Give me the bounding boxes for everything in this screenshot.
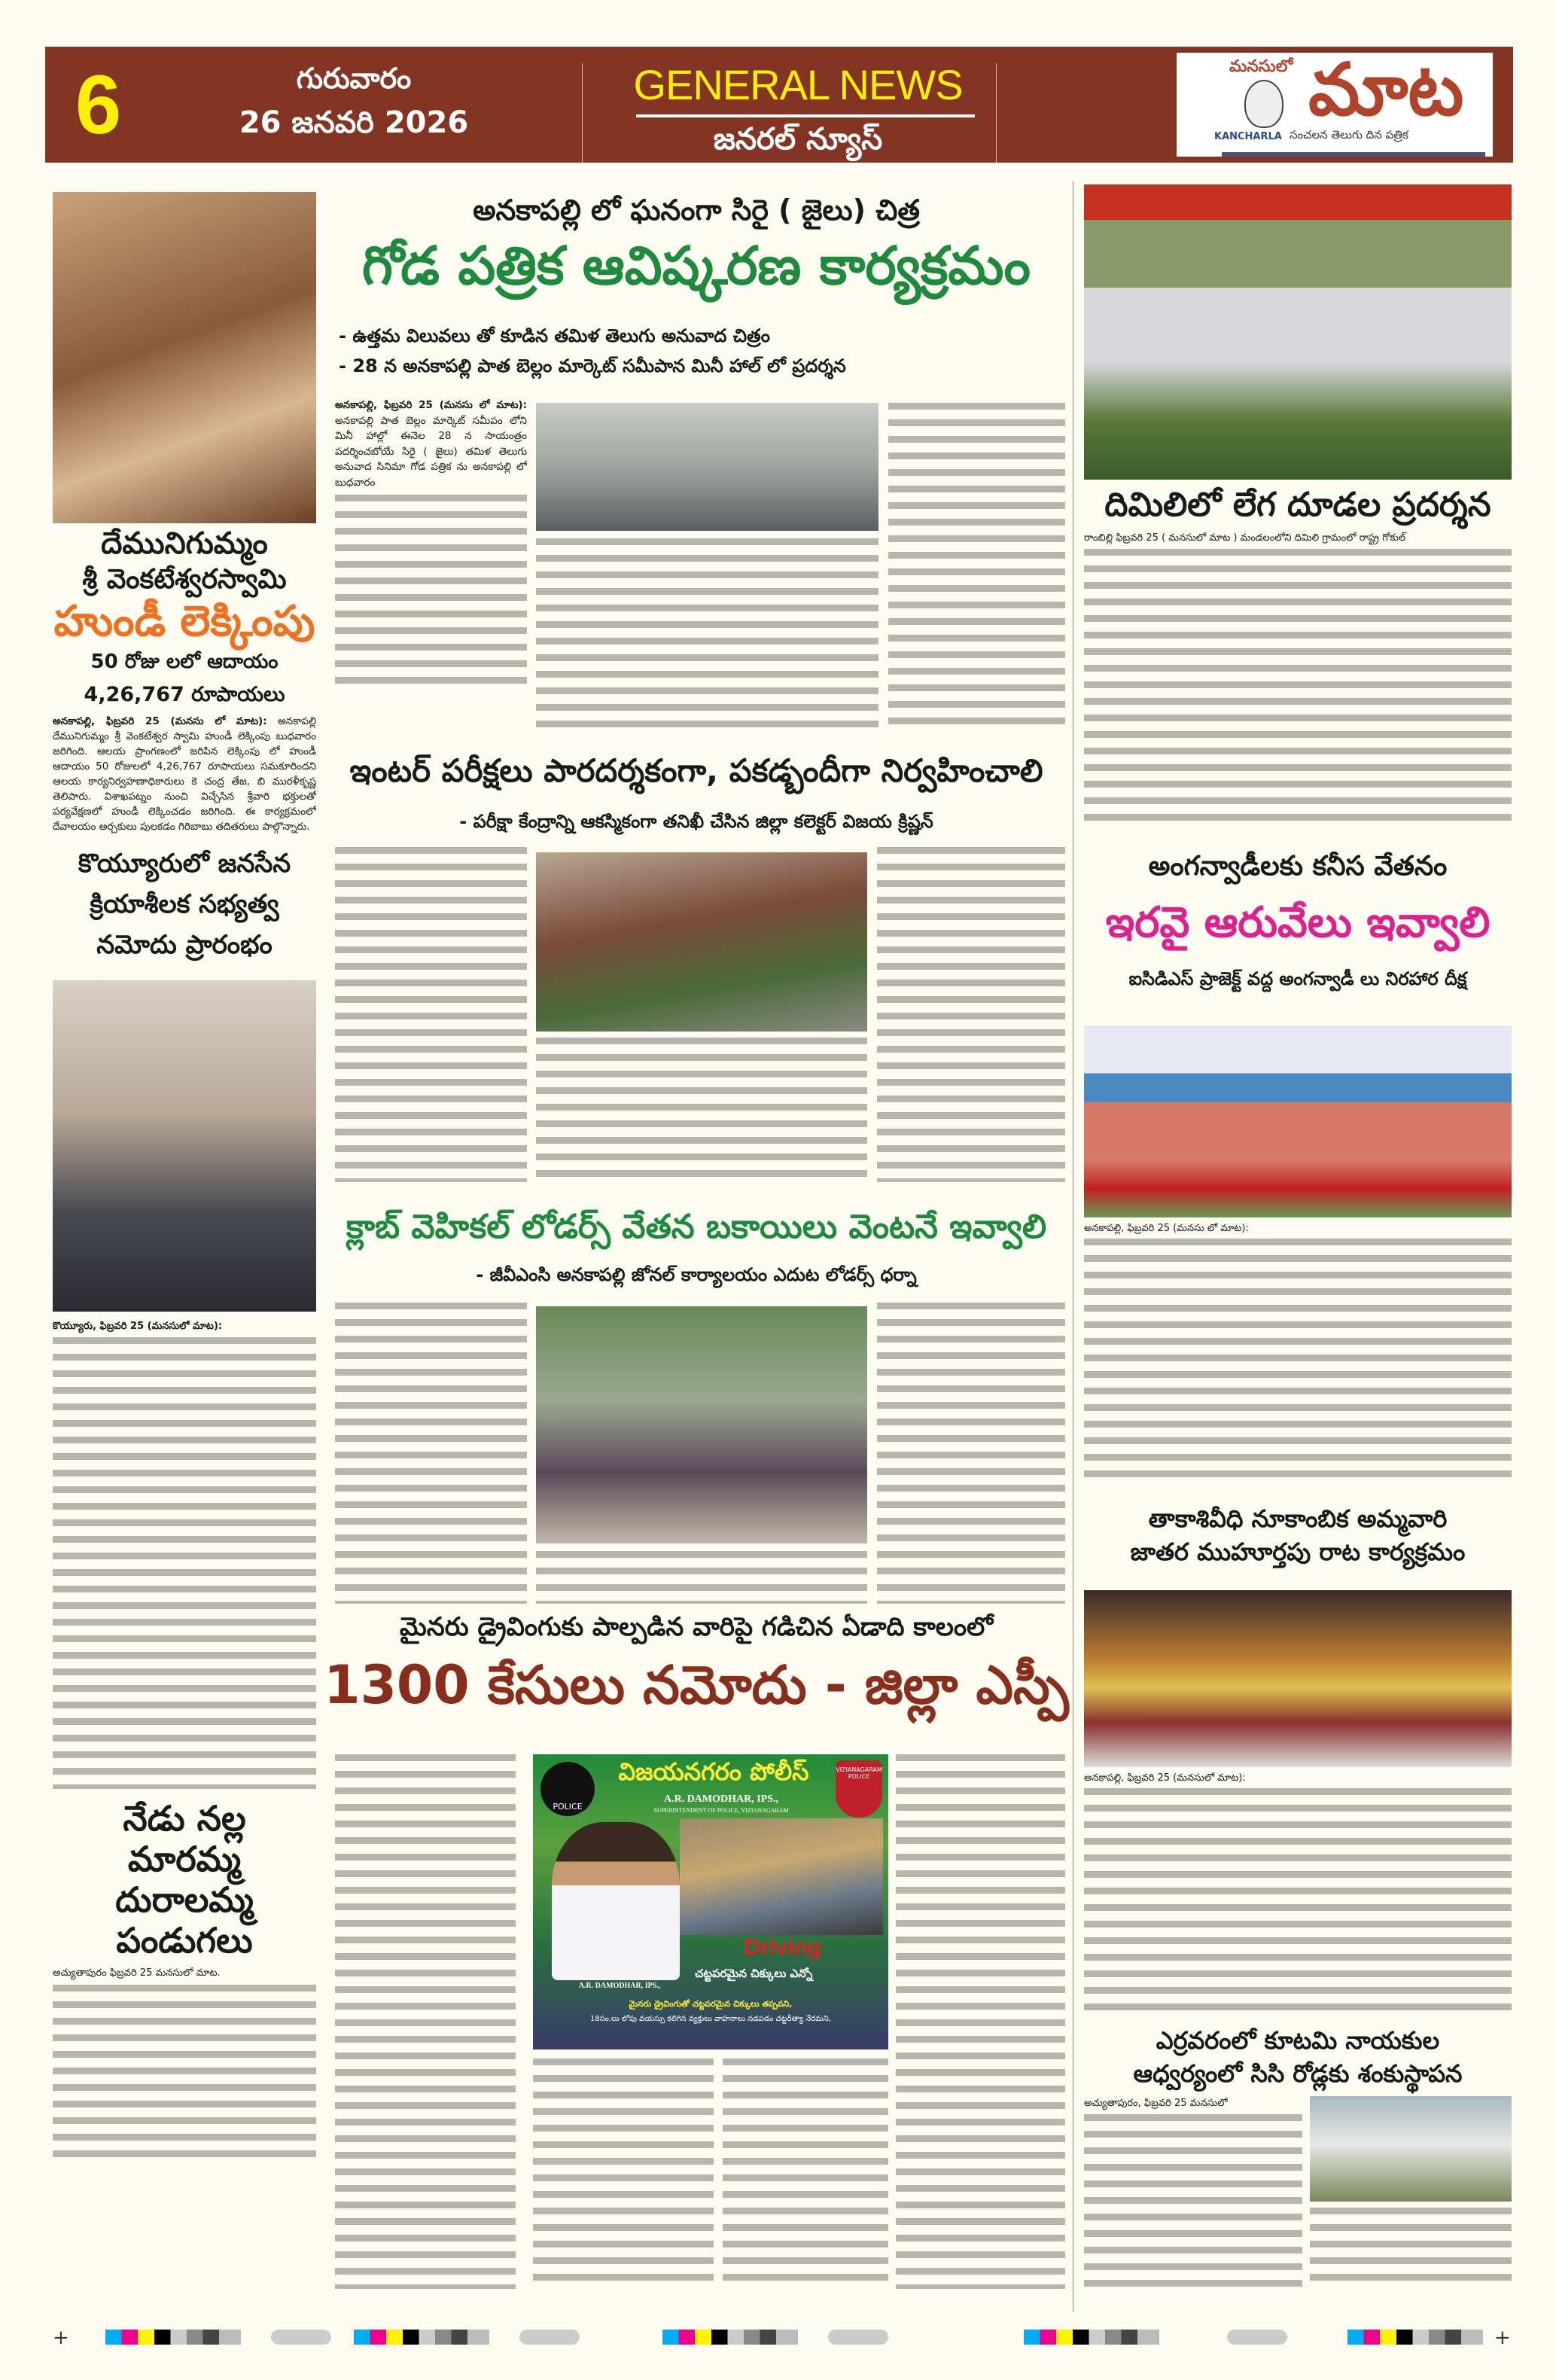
left-column bbox=[53, 192, 316, 2323]
article-dateline: అచ్యుతాపురం, ఫిబ్రవరి 25 మనసులో bbox=[1084, 2098, 1228, 2109]
gray-bar bbox=[828, 2330, 888, 2345]
article-text-block bbox=[888, 403, 1065, 734]
color-bar bbox=[354, 2330, 489, 2345]
article-kicker: మైనరు డ్రైవింగుకు పాల్పడిన వారిపై గడిచిన ఏడాది కాలంలో bbox=[399, 1612, 994, 1642]
article-body: అనకాపల్లి, ఫిబ్రవరి 25 (మనసు లో మాట): అనకాపల్లి పాత బెల్లం మార్కెట్ సమీపం లోని మినీ హాల్లో ఈనెల 28 న సాయంత్రం పదర్శించబోయే సిరై ( జైలు) తమిళ తెలుగు అనువాద సినిమా గోడ పత్రిక ను అనకాపల్లి లో బుధవారం bbox=[335, 399, 527, 489]
vizianagaram-police-badge-icon: VIZIANAGARAM POLICE bbox=[836, 1760, 882, 1818]
article-headline: తాకాశివీధి నూకాంబిక అమ్మవారి జాతర ముహూర్తపు రాట కార్యక్రమం bbox=[1130, 1504, 1466, 1566]
article-bullet: - 28 న అనకాపల్లి పాత బెల్లం మార్కెట్ సమీపాన మినీ హాల్ లో ప్రదర్శన bbox=[339, 355, 846, 376]
article-text-block bbox=[1084, 1239, 1512, 1487]
article-headline: క్లాబ్ వెహికల్ లోడర్స్ వేతన బకాయిలు వెంటనే ఇవ్వాలి bbox=[346, 1208, 1047, 1246]
article-text-block bbox=[1310, 2208, 1512, 2289]
article-text-block bbox=[335, 495, 527, 690]
article-headline: దిమిలిలో లేగ దూడల ప్రదర్శన bbox=[1104, 486, 1491, 524]
gray-bar bbox=[1227, 2330, 1287, 2345]
article-headline: నేడు నల్ల మారమ్మ దురాలమ్మ పండుగలు bbox=[115, 1797, 254, 1961]
divider bbox=[996, 63, 997, 163]
article-text-block bbox=[536, 1551, 867, 1604]
article-headline: ఇరవై ఆరువేలు ఇవ్వాలి bbox=[1105, 898, 1491, 947]
article-text-block bbox=[533, 2059, 714, 2289]
registration-mark-icon: + bbox=[53, 2327, 69, 2349]
janasena-photo bbox=[53, 980, 316, 1312]
article-kicker: శ్రీ వెంకటేశ్వరస్వామి bbox=[82, 564, 287, 595]
gray-bar bbox=[271, 2330, 331, 2345]
article-body: రాంబిల్లి ఫిబ్రవరి 25 ( మనసులో మాట ) మండలంలోని దిమిలి గ్రామంలో రాష్ట్ర గోకుల్ bbox=[1084, 532, 1406, 544]
color-bar bbox=[662, 2330, 798, 2345]
article-kicker: దేమునిగుమ్మం bbox=[101, 526, 268, 561]
poster-launch-photo bbox=[536, 403, 878, 531]
road-foundation-photo bbox=[1310, 2096, 1512, 2202]
article-subhead: 4,26,767 రూపాయలు bbox=[84, 682, 285, 706]
article-kicker: అంగన్వాడీలకు కనీస వేతనం bbox=[1148, 851, 1448, 882]
color-bar bbox=[1024, 2330, 1159, 2345]
portrait-icon bbox=[1244, 80, 1283, 128]
article-text-block bbox=[536, 538, 878, 734]
article-headline: ఇంటర్ పరీక్షలు పారదర్శకంగా, పకడ్బందీగా నిర్వహించాలి bbox=[349, 752, 1043, 789]
divider bbox=[582, 63, 583, 163]
article-text-block bbox=[53, 1337, 316, 1789]
article-kicker: అనకాపల్లి లో ఘనంగా సిరై ( జైలు) చిత్ర bbox=[473, 194, 920, 227]
article-subhead: - పరీక్షా కేంద్రాన్ని ఆకస్మికంగా తనిఖీ చేసిన జిల్లా కలెక్టర్ విజయ క్రిష్ణన్ bbox=[459, 811, 933, 832]
article-dateline: అనకాపల్లి, ఫిబ్రవరి 25 (మనసు లో మాట): bbox=[1084, 1223, 1249, 1234]
calf-show-photo bbox=[1084, 184, 1512, 480]
temple-ritual-photo bbox=[1084, 1590, 1512, 1767]
article-dateline: అచ్యుతాపురం ఫిబ్రవరి 25 మనసులో మాట. bbox=[53, 1967, 221, 1979]
registration-mark-icon: + bbox=[1494, 2327, 1511, 2349]
article-text-block bbox=[1084, 549, 1512, 827]
divider bbox=[636, 114, 975, 117]
section-title-en: GENERAL NEWS bbox=[633, 61, 963, 108]
dharna-photo bbox=[536, 1306, 867, 1543]
article-text-block bbox=[723, 2059, 888, 2289]
anganwadi-protest-photo bbox=[1084, 1025, 1512, 1217]
article-subhead: - జీవీఎంసి అనకాపల్లి జోనల్ కార్యాలయం ఎదుట లోడర్స్ ధర్నా bbox=[476, 1264, 917, 1285]
article-headline: గోడ పత్రిక ఆవిష్కరణ కార్యక్రమం bbox=[362, 235, 1031, 297]
section-title-te: జనరల్ న్యూస్ bbox=[713, 122, 883, 157]
article-subhead: ఐసిడిఎస్ ప్రాజెక్ట్ వద్ద అంగన్వాడీ లు నిరహార దీక్ష bbox=[1128, 968, 1467, 989]
article-body: అనకాపల్లి, ఫిబ్రవరి 25 (మనసు లో మాట): అనకాపల్లి దేమునిగుమ్మం శ్రీ వెంకటేశ్వర స్వామి హుండీ లెక్కింపు బుధవారం జరిగింది. ఆలయ ప్రాంగణంలో జరిపిన లెక్కింపు లో హుండీ ఆదాయం 50 రోజులలో 4,26,767 రూపాయలు సమకూరిందని ఆలయ కార్యనిర్వహణాధికారులు కె చంద్ర తేజ, బి మురళీకృష్ణ తెలిపారు. విశాఖపట్నం నుంచి విచ్చేసిన శ్రీవారి భక్తులతో పర్యవేక్షణలో హుండీ లెక్కించడం జరిగింది. ఈ కార్యక్రమంలో దేవాలయం అర్చకులు పులకడం గిరిబాబు తదితరులు పాల్గొన్నారు. bbox=[53, 715, 316, 833]
hundi-photo bbox=[53, 192, 316, 523]
article-text-block bbox=[335, 1754, 516, 2289]
article-text-block bbox=[877, 847, 1065, 1182]
article-text-block bbox=[536, 1038, 867, 1181]
article-text-block bbox=[53, 1985, 316, 2158]
article-text-block bbox=[896, 1754, 1065, 2289]
article-headline: ఎర్రవరంలో కూటమి నాయకుల ఆధ్వర్యంలో సిసి రోడ్లకు శంకుస్థాపన bbox=[1133, 2026, 1463, 2088]
article-column bbox=[1084, 486, 1512, 840]
gray-bar bbox=[519, 2330, 580, 2345]
article-body: కొయ్యూరు, ఫిబ్రవరి 25 (మనసులో మాట): bbox=[53, 1320, 223, 1332]
article-column bbox=[335, 398, 527, 736]
article-text-block bbox=[335, 847, 527, 1182]
police-awareness-poster: విజయనగరం పోలీస్ POLICE VIZIANAGARAM POLICE A.R. DAMODHAR, IPS., SUPERINTENDENT OF POLICE, VIZIANAGARAM Driving చట్టపరమైన చిక్కులు ఎన్నో A.R. DAMODHAR, IPS., మైనరు డ్రైవింగుతో చట్టపరమైన చిక్కులు తప్పవని, 18సం.లు లోపు వయస్సు కలిగిన వ్యక్తులు వాహనాలు నడపడం చట్టరీత్యా నేరమని, bbox=[533, 1754, 888, 2049]
article-bullet: - ఉత్తమ విలువలు తో కూడిన తమిళ తెలుగు అనువాద చిత్రం bbox=[339, 325, 770, 346]
article-text-block bbox=[335, 1303, 527, 1604]
article-headline: హుండీ లెక్కింపు bbox=[53, 597, 315, 647]
issue-date: 26 జనవరి 2026 bbox=[239, 105, 469, 140]
sp-portrait bbox=[552, 1822, 680, 1980]
article-text-block bbox=[877, 1303, 1065, 1604]
page-number: 6 bbox=[75, 59, 122, 151]
color-bar bbox=[1347, 2330, 1483, 2345]
exam-inspection-photo bbox=[536, 852, 867, 1032]
newspaper-logo: మనసులో మాట KANCHARLA సంచలన తెలుగు దిన పత్రిక bbox=[1177, 53, 1493, 157]
issue-day: గురువారం bbox=[296, 62, 412, 95]
article-headline: 1300 కేసులు నమోదు - జిల్లా ఎస్పీ bbox=[324, 1654, 1069, 1716]
color-bar bbox=[105, 2330, 241, 2345]
article-subhead: 50 రోజు లలో ఆదాయం bbox=[90, 650, 279, 673]
ap-police-badge-icon: POLICE bbox=[540, 1762, 595, 1816]
article-text-block bbox=[1084, 1788, 1512, 2010]
article-headline: కొయ్యూరులో జనసేన క్రియాశీలక సభ్యత్వ నమోదు ప్రారంభం bbox=[78, 848, 291, 960]
article-text-block bbox=[1084, 2114, 1302, 2289]
article-dateline: అనకాపల్లి, ఫిబ్రవరి 25 (మనసులో మాట): bbox=[1084, 1772, 1246, 1784]
police-family-photo bbox=[680, 1818, 883, 1935]
